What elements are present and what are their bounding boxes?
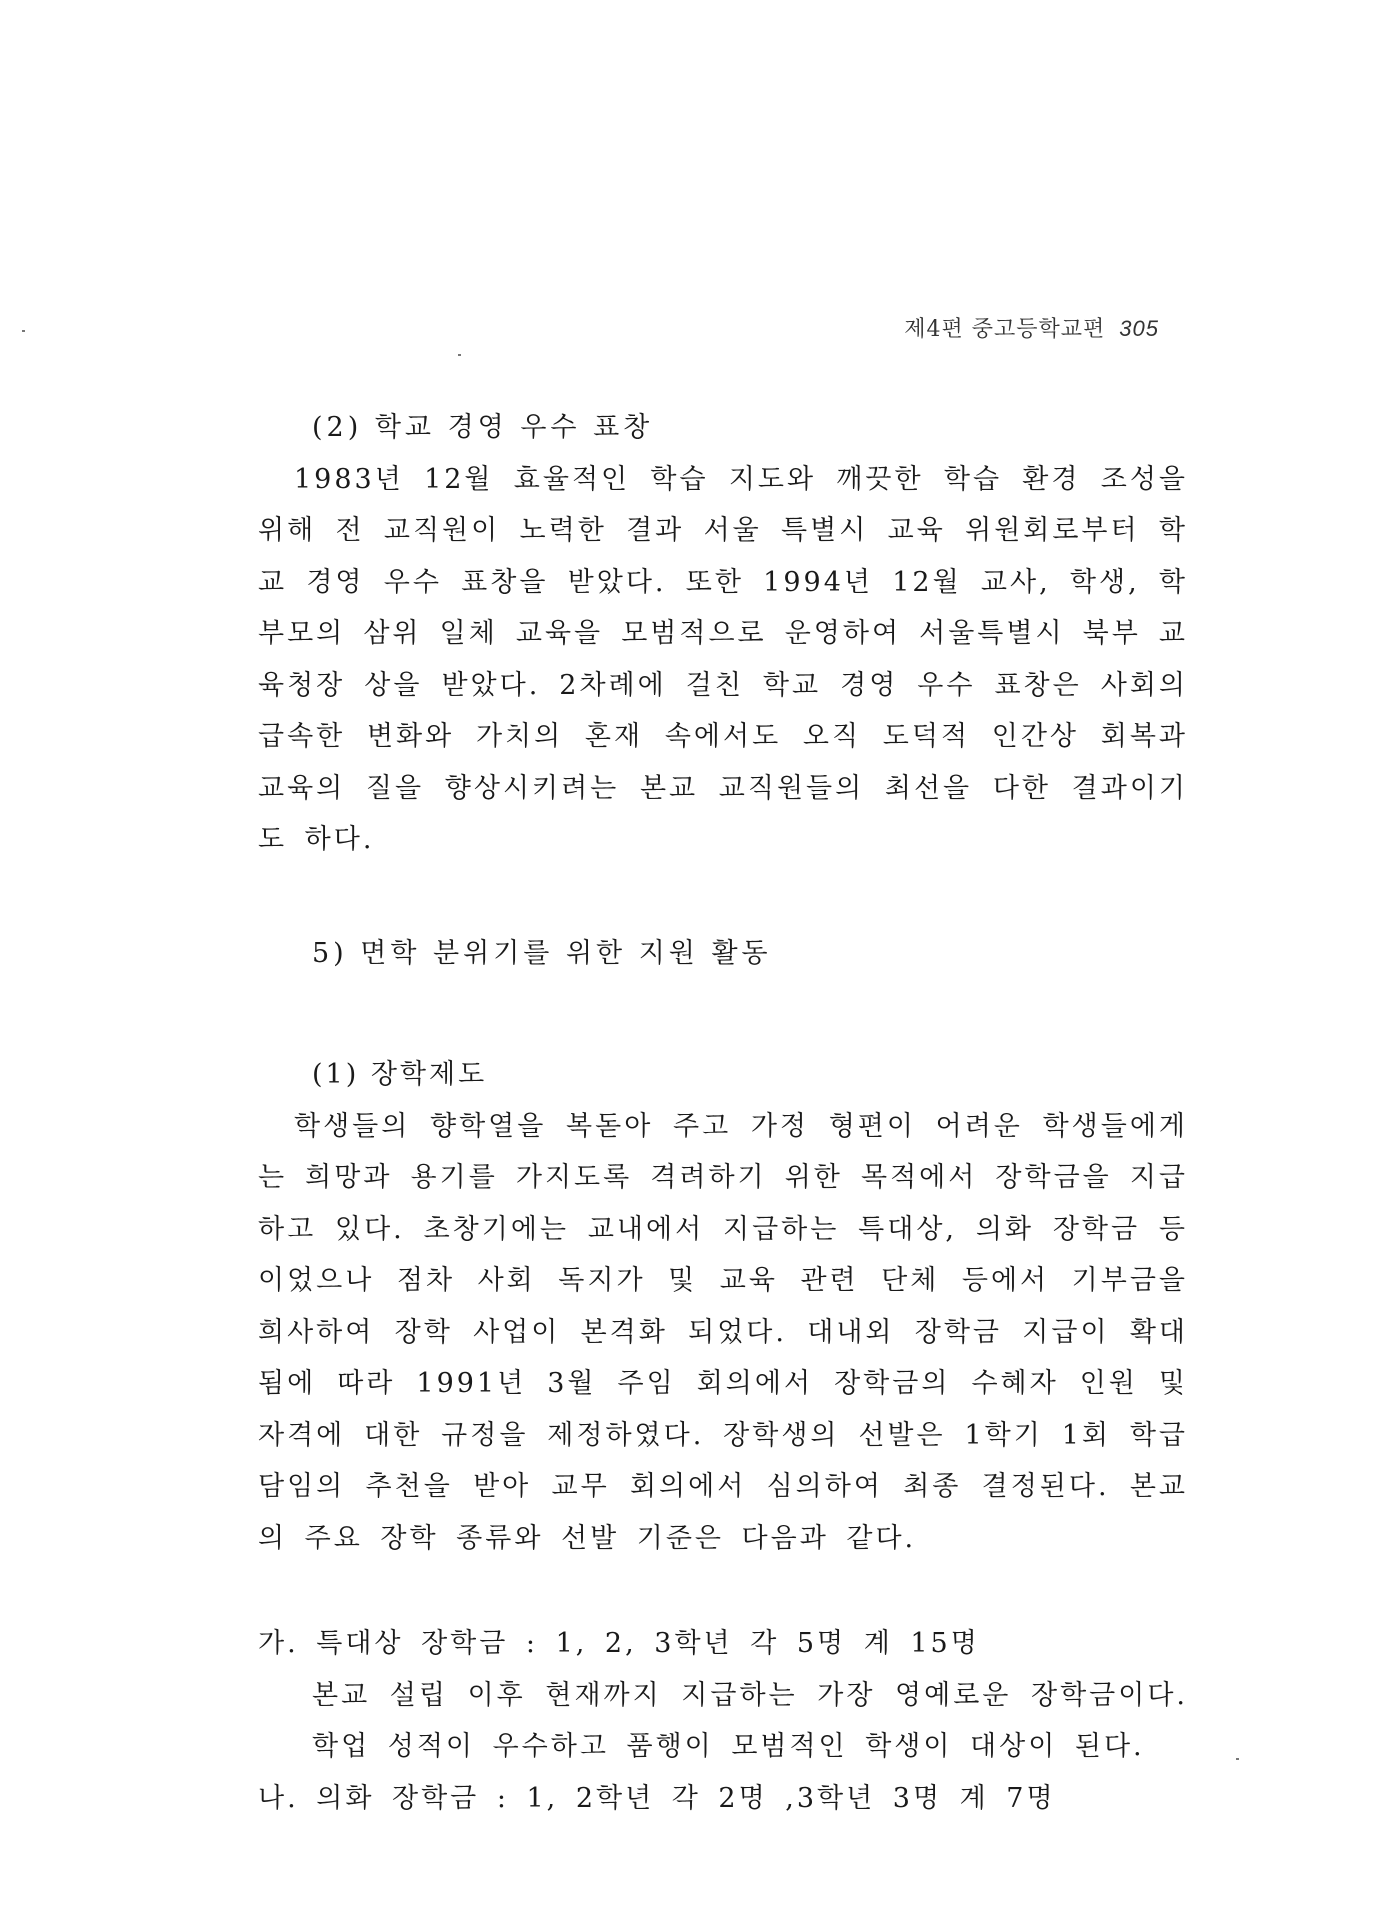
scan-speck (22, 330, 25, 332)
scan-speck (458, 354, 461, 356)
school-award-heading: (2) 학교 경영 우수 표창 (312, 412, 654, 443)
scholarship-item-description: 본교 설립 이후 현재까지 지급하는 가장 영예로운 장학금이다.학업 성적이 우수하고 품행이 모범적인 학생이 대상이 된다. (312, 1679, 1188, 1762)
school-award-paragraph: 1983년 12월 효율적인 학습 지도와 깨끗한 학습 환경 조성을 위해 전 교직원이 노력한 결과 서울 특별시 교육 위원회로부터 학교 경영 우수 표창을 받았다. 또한 1994년 12월 교사, 학생, 학부모의 삼위 일체 교육을 모범적으로 운영하여 서울특별시 북부 교육청장 상을 받았다. 2차례에 걸친 학교 경영 우수 표창은 사회의 급속한 변화와 가치의 혼재 속에서도 오직 도덕적 인간상 회복과 교육의 질을 향상시키려는 본교 교직원들의 최선을 다한 결과이기도 하다. (258, 463, 1188, 855)
scholarship-item-label: 나. 의화 장학금 : 1, 2학년 각 2명 ,3학년 3명 계 7명 (258, 1782, 1056, 1814)
scholarship-paragraph: 학생들의 향학열을 복돋아 주고 가정 형편이 어려운 학생들에게는 희망과 용기를 가지도록 격려하기 위한 목적에서 장학금을 지급하고 있다. 초창기에는 교내에서 지급하는 특대상, 의화 장학금 등이었으나 점차 사회 독지가 및 교육 관련 단체 등에서 기부금을 희사하여 장학 사업이 본격화 되었다. 대내외 장학금 지급이 확대 됨에 따라 1991년 3월 주임 회의에서 장학금의 수혜자 인원 및 자격에 대한 규정을 제정하였다. 장학생의 선발은 1학기 1회 학급 담임의 추천을 받아 교무 회의에서 심의하여 최종 결정된다. 본교의 주요 장학 종류와 선발 기준은 다음과 같다. (258, 1110, 1188, 1554)
scholarship-section (258, 1049, 1188, 1824)
list-item (258, 1618, 1188, 1773)
running-title: 제4편 중고등학교편 (904, 317, 1106, 342)
scan-speck (1236, 1758, 1239, 1760)
study-support-title: 5) 면학 분위기를 위한 지원 활동 (312, 937, 772, 969)
document-body (258, 402, 1188, 1824)
page-number: 305 (1119, 316, 1159, 341)
scholarship-list (258, 1618, 1188, 1824)
scholarship-item-label: 가. 특대상 장학금 : 1, 2, 3학년 각 5명 계 15명 (258, 1628, 980, 1659)
list-item (258, 1773, 1188, 1825)
scholarship-heading: (1) 장학제도 (312, 1059, 488, 1090)
running-header (904, 312, 1159, 343)
school-award-section (258, 402, 1188, 866)
